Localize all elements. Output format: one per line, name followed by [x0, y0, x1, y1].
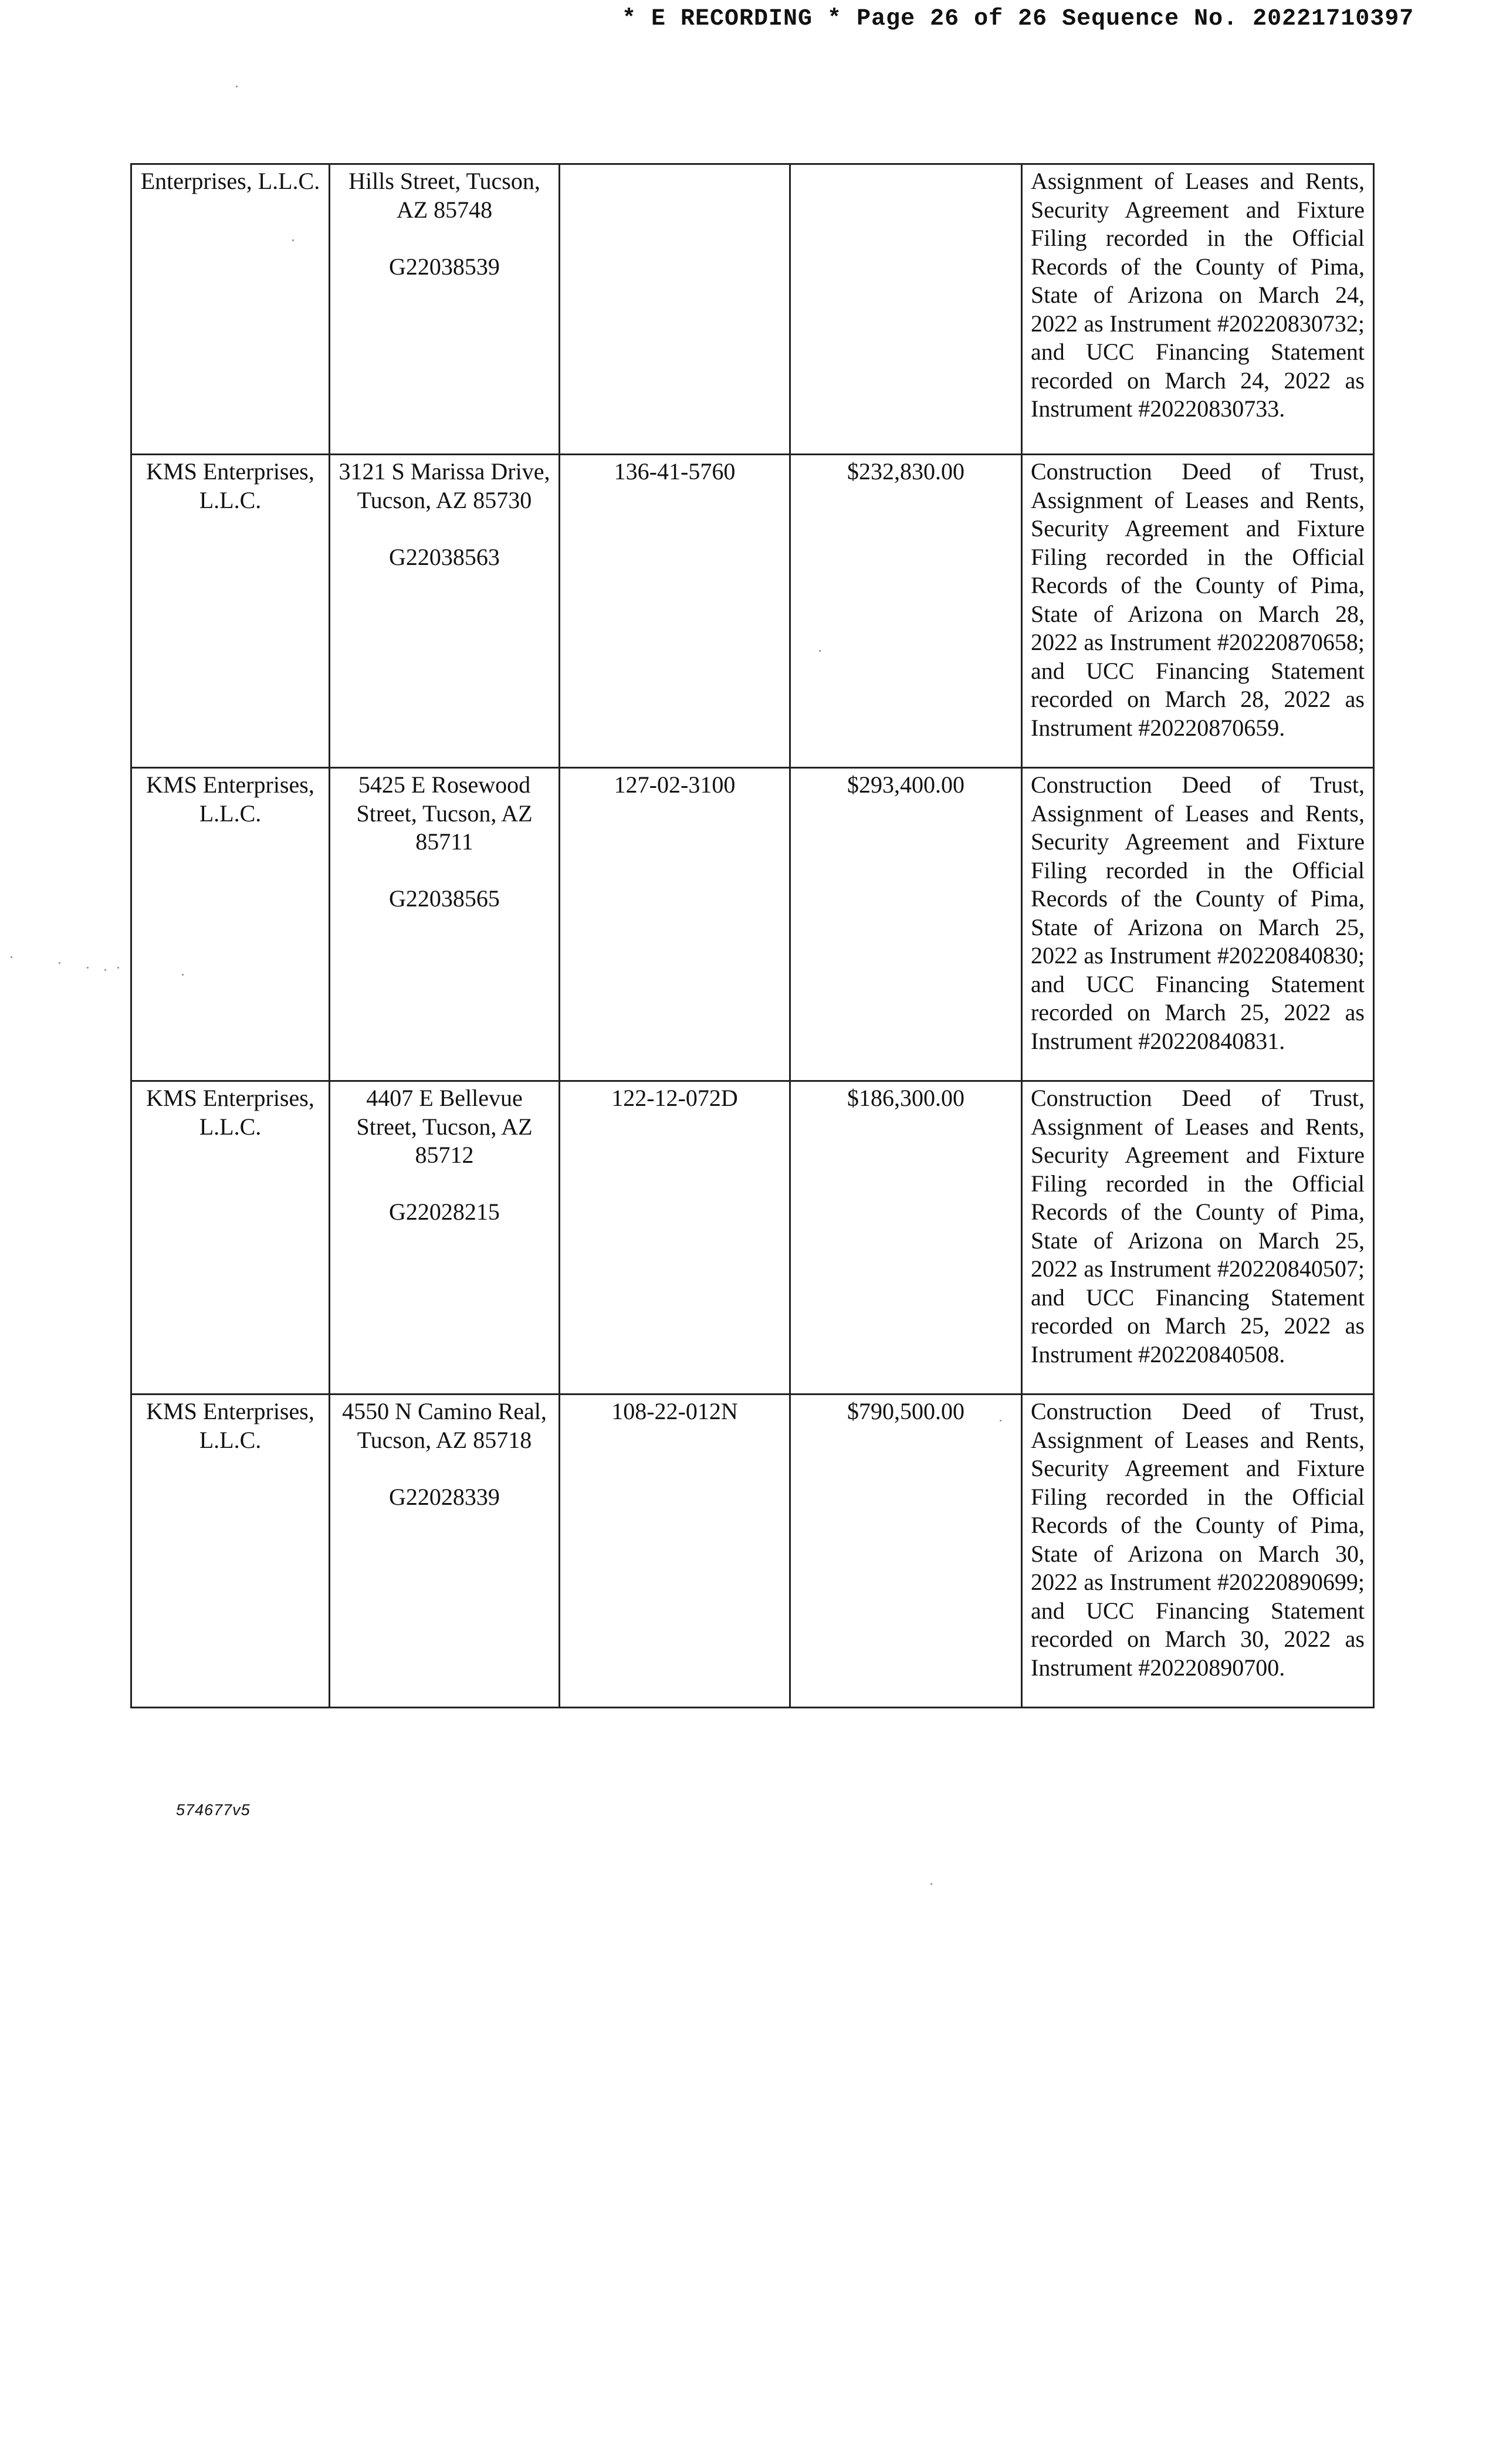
document-id: 574677v5 — [176, 1801, 251, 1819]
amount-cell: $232,830.00 — [790, 455, 1022, 768]
table-row — [131, 1081, 1374, 1395]
parcel-cell: 122-12-072D — [560, 1081, 790, 1395]
owner-cell: KMS Enterprises, L.L.C. — [131, 1395, 330, 1708]
owner-cell: KMS Enterprises, L.L.C. — [131, 1081, 330, 1395]
instrument-cell: Assignment of Leases and Rents, Security Agreement and Fixture Filing recorded in the Official Records of the County of Pima, State of Arizona on March 24, 2022 as Instrument #20220830732; and UCC Financing Statement recorded on March 24, 2022 as Instrument #20220830733. — [1022, 164, 1374, 455]
table-row — [131, 1395, 1374, 1708]
table-row — [131, 768, 1374, 1081]
owner-cell: KMS Enterprises, L.L.C. — [131, 768, 330, 1081]
amount-cell — [790, 164, 1022, 455]
scan-speck — [59, 962, 60, 964]
contract-number: G22038539 — [389, 253, 500, 280]
contract-number: G22028215 — [389, 1199, 500, 1225]
contract-number: G22038565 — [389, 885, 500, 912]
address-cell — [330, 1081, 560, 1395]
address-text: Hills Street, Tucson, AZ 85748 — [348, 168, 540, 223]
address-cell — [330, 164, 560, 455]
table-row — [131, 164, 1374, 455]
amount-cell: $790,500.00 — [790, 1395, 1022, 1708]
scan-speck — [930, 1883, 932, 1885]
parcel-cell: 136-41-5760 — [560, 455, 790, 768]
address-text: 4407 E Bellevue Street, Tucson, AZ 85712 — [356, 1085, 533, 1168]
amount-cell: $293,400.00 — [790, 768, 1022, 1081]
scan-speck — [182, 974, 184, 976]
address-cell — [330, 768, 560, 1081]
scan-speck — [104, 969, 106, 971]
scan-speck — [11, 956, 12, 958]
instrument-cell: Construction Deed of Trust, Assignment of Leases and Rents, Security Agreement and Fixture Filing recorded in the Official Records of the County of Pima, State of Arizona on March 25, 2022 as Instrument #20220840507; and UCC Financing Statement recorded on March 25, 2022 as Instrument #20220840508. — [1022, 1081, 1374, 1395]
contract-number: G22028339 — [389, 1483, 500, 1510]
address-cell — [330, 455, 560, 768]
instrument-cell: Construction Deed of Trust, Assignment of Leases and Rents, Security Agreement and Fixture Filing recorded in the Official Records of the County of Pima, State of Arizona on March 30, 2022 as Instrument #20220890699; and UCC Financing Statement recorded on March 30, 2022 as Instrument #20220890700. — [1022, 1395, 1374, 1708]
scan-speck — [87, 967, 89, 969]
parcel-cell: 108-22-012N — [560, 1395, 790, 1708]
instrument-cell: Construction Deed of Trust, Assignment of Leases and Rents, Security Agreement and Fixture Filing recorded in the Official Records of the County of Pima, State of Arizona on March 25, 2022 as Instrument #20220840830; and UCC Financing Statement recorded on March 25, 2022 as Instrument #20220840831. — [1022, 768, 1374, 1081]
address-text: 3121 S Marissa Drive, Tucson, AZ 85730 — [339, 458, 550, 513]
scan-speck — [292, 239, 294, 241]
address-cell — [330, 1395, 560, 1708]
owner-cell: Enterprises, L.L.C. — [131, 164, 330, 455]
address-text: 4550 N Camino Real, Tucson, AZ 85718 — [342, 1398, 547, 1453]
recording-header: * E RECORDING * Page 26 of 26 Sequence No. 20221710397 — [622, 6, 1414, 32]
table-row — [131, 455, 1374, 768]
instrument-cell: Construction Deed of Trust, Assignment of Leases and Rents, Security Agreement and Fixture Filing recorded in the Official Records of the County of Pima, State of Arizona on March 28, 2022 as Instrument #20220870658; and UCC Financing Statement recorded on March 28, 2022 as Instrument #20220870659. — [1022, 455, 1374, 768]
amount-cell: $186,300.00 — [790, 1081, 1022, 1395]
property-schedule-table — [130, 163, 1375, 1708]
scan-speck — [236, 86, 238, 87]
parcel-cell: 127-02-3100 — [560, 768, 790, 1081]
scan-speck — [1000, 1420, 1001, 1421]
address-text: 5425 E Rosewood Street, Tucson, AZ 85711 — [356, 771, 533, 855]
scan-speck — [819, 650, 821, 652]
parcel-cell — [560, 164, 790, 455]
scan-speck — [117, 967, 119, 969]
contract-number: G22038563 — [389, 543, 500, 570]
owner-cell: KMS Enterprises, L.L.C. — [131, 455, 330, 768]
